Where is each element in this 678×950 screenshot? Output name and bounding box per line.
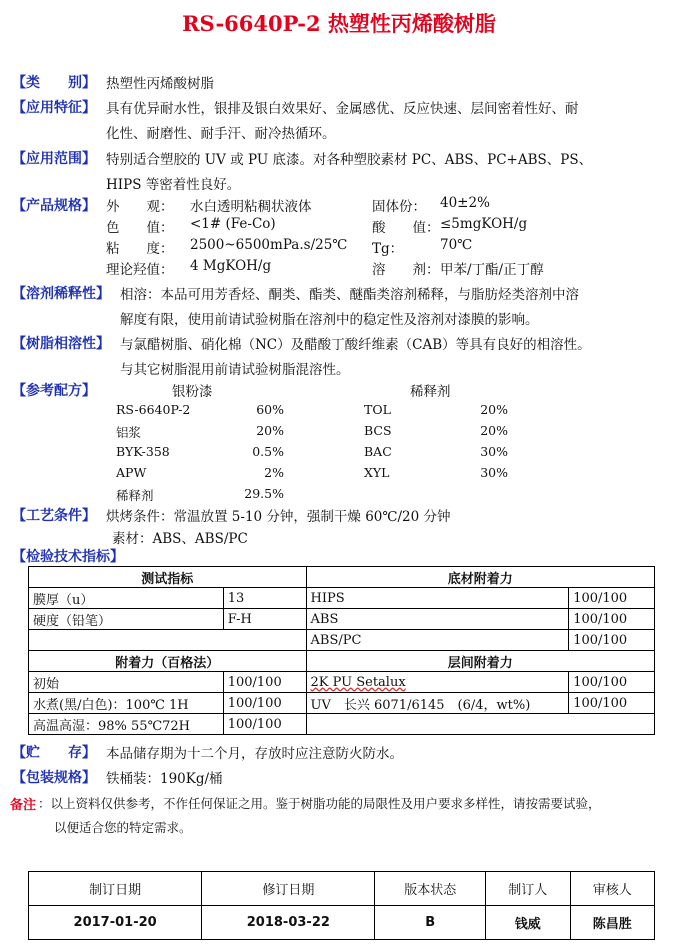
- solvent-label: 【溶剂稀释性】: [12, 286, 110, 302]
- table-cell: F-H: [223, 609, 306, 630]
- spec-acid: ≤5mgKOH/g: [440, 216, 528, 232]
- formula-right-name: BAC: [364, 444, 392, 459]
- table-cell: 100/100: [223, 714, 306, 735]
- table-cell: 100/100: [569, 609, 655, 630]
- note-label: 备注: [10, 798, 37, 813]
- spec-solids-label: 固体份：: [372, 199, 426, 215]
- spec-solvent-label: 溶 剂：: [372, 262, 440, 278]
- test-spec-table: [28, 566, 655, 735]
- formula-left-name: BYK-358: [116, 444, 170, 459]
- table-cell: UV 长兴 6071/6145 (6/4，wt%): [306, 693, 569, 714]
- table-header: 版本状态: [375, 872, 486, 906]
- formula-left-value: 20%: [256, 423, 284, 438]
- category-label: 【类 别】: [12, 75, 96, 91]
- formula-left-value: 0.5%: [252, 444, 284, 459]
- table-header: 修订日期: [202, 872, 375, 906]
- table-cell: ABS/PC: [306, 630, 569, 651]
- compat-line-1: 与氯醋树脂、硝化棉（NC）及醋酸丁酸纤维素（CAB）等具有良好的相溶性。: [120, 337, 591, 353]
- storage-label: 【贮 存】: [12, 745, 96, 761]
- compat-label: 【树脂相溶性】: [12, 336, 110, 352]
- table-cell: 100/100: [223, 672, 306, 693]
- table-row: [29, 651, 655, 672]
- note-line-2: 以便适合您的特定需求。: [54, 820, 192, 835]
- table-header: 制订日期: [29, 872, 202, 906]
- spec-appearance-label: 外 观：: [106, 199, 174, 215]
- table-cell: 2018-03-22: [202, 906, 375, 940]
- scope-line-2: HIPS 等密着性良好。: [106, 177, 241, 193]
- table-cell: 100/100: [569, 588, 655, 609]
- spec-viscosity: 2500~6500mPa.s/25℃: [190, 237, 348, 253]
- table-cell: 13: [223, 588, 306, 609]
- spec-appearance: 水白透明粘稠状液体: [190, 199, 312, 215]
- table-cell: HIPS: [306, 588, 569, 609]
- table-cell: ABS: [306, 609, 569, 630]
- features-line-2: 化性、耐磨性、耐手汗、耐冷热循环。: [106, 126, 336, 142]
- note-line-1: ：以上资料仅供参考，不作任何保证之用。鉴于树脂功能的局限性及用户要求多样性，请按需要试验，: [38, 796, 601, 811]
- document-title: RS-6640P-2 热塑性丙烯酸树脂: [182, 11, 496, 36]
- spec-solids: 40±2%: [440, 195, 490, 211]
- formula-right-name: XYL: [364, 465, 390, 480]
- table-cell: 陈昌胜: [570, 906, 654, 940]
- table-cell: 100/100: [569, 630, 655, 651]
- table-cell: [306, 672, 569, 693]
- table-cell: 高温高湿：98% 55℃72H: [29, 714, 224, 735]
- table-cell: 水煮(黑/白色)：100℃ 1H: [29, 693, 224, 714]
- formula-right-name: BCS: [364, 423, 392, 438]
- storage-value: 本品储存期为十二个月，存放时应注意防火防水。: [106, 746, 403, 762]
- package-value: 铁桶装：190Kg/桶: [106, 771, 223, 787]
- formula-left-name: APW: [116, 465, 147, 480]
- table-row: [29, 906, 655, 940]
- table-cell: 膜厚（u）: [29, 588, 224, 609]
- table-cell-empty: [306, 714, 654, 735]
- formula-right-value: 30%: [480, 465, 508, 480]
- table-cell: 100/100: [569, 693, 655, 714]
- formula-right-name: TOL: [364, 402, 391, 417]
- table-cell: 2017-01-20: [29, 906, 202, 940]
- table-cell-empty: [29, 630, 307, 651]
- spec-color-label: 色 值：: [106, 220, 174, 236]
- table-header: 底材附着力: [306, 567, 654, 588]
- formula-left-name: RS-6640P-2: [116, 402, 191, 417]
- package-label: 【包装规格】: [12, 770, 96, 786]
- table-cell-text: 2K PU Setalux: [310, 674, 406, 690]
- spec-viscosity-label: 粘 度：: [106, 241, 174, 257]
- table-row: [29, 609, 655, 630]
- spec-label: 【产品规格】: [12, 198, 96, 214]
- table-cell: 初始: [29, 672, 224, 693]
- scope-line-1: 特别适合塑胶的 UV 或 PU 底漆。对各种塑胶素材 PC、ABS、PC+ABS、PS、: [106, 152, 593, 168]
- formula-left-name: 铝浆: [116, 425, 142, 440]
- spec-tg-label: Tg：: [372, 241, 404, 257]
- table-row: [29, 588, 655, 609]
- solvent-line-2: 解度有限，使用前请试验树脂在溶剂中的稳定性及溶剂对漆膜的影响。: [120, 312, 539, 328]
- scope-label: 【应用范围】: [12, 151, 96, 167]
- formula-right-value: 20%: [480, 423, 508, 438]
- spec-tg: 70℃: [440, 237, 473, 253]
- solvent-line-1: 相溶：本品可用芳香烃、酮类、酯类、醚酯类溶剂稀释，与脂肪烃类溶剂中溶: [120, 287, 579, 303]
- formula-left-value: 29.5%: [244, 486, 284, 501]
- formula-right-value: 30%: [480, 444, 508, 459]
- table-row: [29, 714, 655, 735]
- table-cell: 100/100: [223, 693, 306, 714]
- category-value: 热塑性丙烯酸树脂: [106, 76, 214, 92]
- formula-left-title: 银粉漆: [172, 384, 213, 400]
- spec-color: <1# (Fe-Co): [190, 216, 276, 232]
- spec-solvent: 甲苯/丁酯/正丁醇: [440, 262, 544, 278]
- spec-hydroxyl: 4 MgKOH/g: [190, 258, 272, 274]
- table-header: 制订人: [486, 872, 570, 906]
- table-row: [29, 872, 655, 906]
- process-label: 【工艺条件】: [12, 508, 96, 524]
- spec-hydroxyl-label: 理论羟值：: [106, 262, 174, 278]
- formula-right-title: 稀释剂: [410, 384, 451, 400]
- table-row: [29, 693, 655, 714]
- table-header: 审核人: [570, 872, 654, 906]
- spec-acid-label: 酸 值：: [372, 220, 440, 236]
- table-header: 测试指标: [29, 567, 307, 588]
- table-cell: 硬度（铅笔）: [29, 609, 224, 630]
- version-table: [28, 871, 655, 940]
- features-label: 【应用特征】: [12, 100, 96, 116]
- table-header: 附着力（百格法）: [29, 651, 307, 672]
- process-line-1: 烘烤条件：常温放置 5-10 分钟，强制干燥 60℃/20 分钟: [106, 509, 451, 525]
- table-row: [29, 672, 655, 693]
- process-line-2: 素材：ABS、ABS/PC: [112, 531, 248, 547]
- table-cell: 100/100: [569, 672, 655, 693]
- test-label: 【检验技术指标】: [12, 549, 124, 565]
- table-cell: B: [375, 906, 486, 940]
- features-line-1: 具有优异耐水性，银排及银白效果好、金属感优、反应快速、层间密着性好、耐: [106, 101, 579, 117]
- compat-line-2: 与其它树脂混用前请试验树脂混溶性。: [120, 362, 350, 378]
- table-cell: 钱威: [486, 906, 570, 940]
- formula-left-value: 60%: [256, 402, 284, 417]
- formula-left-name: 稀释剂: [116, 488, 154, 503]
- formula-right-value: 20%: [480, 402, 508, 417]
- formula-label: 【参考配方】: [12, 383, 96, 399]
- table-row: [29, 630, 655, 651]
- table-row: [29, 567, 655, 588]
- table-header: 层间附着力: [306, 651, 654, 672]
- formula-left-value: 2%: [264, 465, 284, 480]
